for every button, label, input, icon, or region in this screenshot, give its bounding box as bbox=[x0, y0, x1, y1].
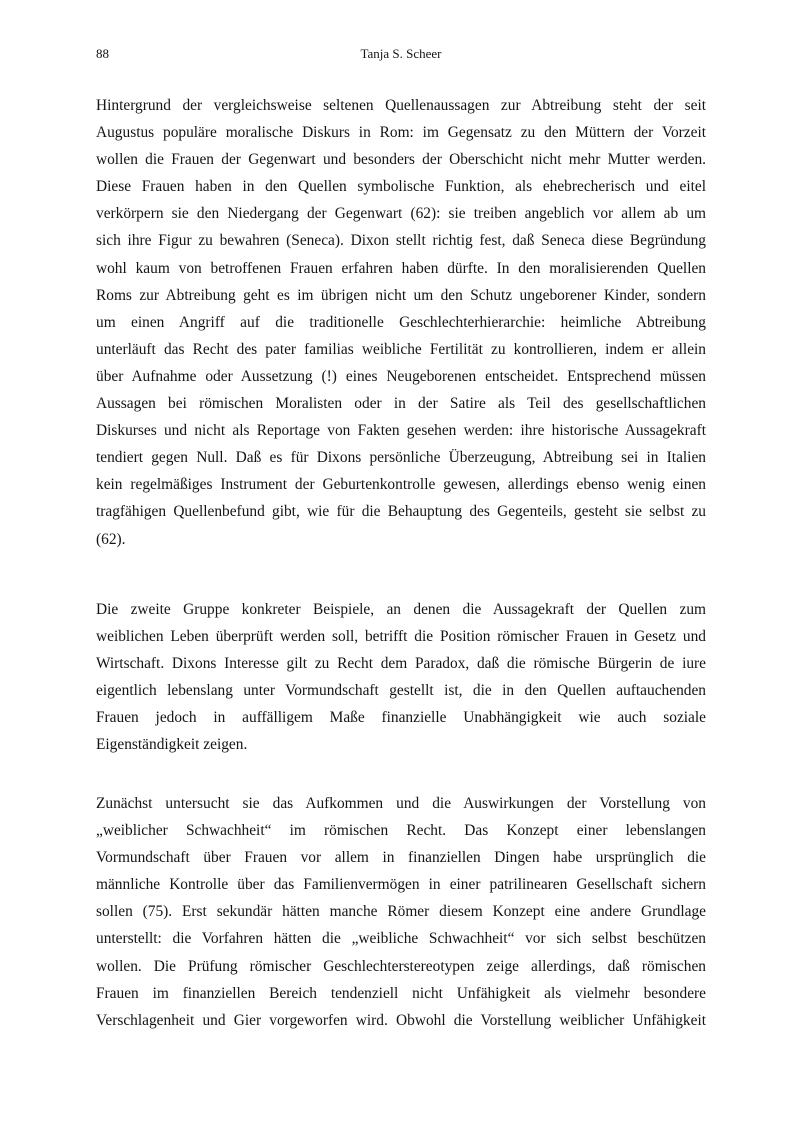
text-line: Wirtschaft. Dixons Interesse gilt zu Recht dem Paradox, daß die römische Bürgerin de iure bbox=[96, 655, 706, 673]
text-line: wohl kaum von betroffenen Frauen erfahren haben dürfte. In den moralisierenden Quellen bbox=[96, 259, 706, 277]
text-line: männliche Kontrolle über das Familienvermögen in einer patrilinearen Gesellschaft sichern bbox=[96, 876, 706, 894]
paragraph-abortion-discourse bbox=[96, 92, 706, 553]
text-line: Roms zur Abtreibung geht es im übrigen nicht um den Schutz ungeborener Kinder, sondern bbox=[96, 286, 706, 304]
text-line: „weiblicher Schwachheit“ im römischen Recht. Das Konzept einer lebenslangen bbox=[96, 822, 706, 840]
text-line: wollen die Frauen der Gegenwart und besonders der Oberschicht nicht mehr Mutter werden. bbox=[96, 151, 706, 169]
text-line: Aussagen bei römischen Moralisten oder in der Satire als Teil des gesellschaftlichen bbox=[96, 395, 706, 413]
page-number: 88 bbox=[96, 46, 109, 61]
text-line: Diskurses und nicht als Reportage von Fakten gesehen werden: ihre historische Aussagekraft bbox=[96, 422, 706, 440]
text-line: Diese Frauen haben in den Quellen symbolische Funktion, als ehebrecherisch und eitel bbox=[96, 178, 706, 196]
running-head-author: Tanja S. Scheer bbox=[360, 46, 442, 61]
text-line: kein regelmäßiges Instrument der Geburtenkontrolle gewesen, allerdings ebenso wenig einen bbox=[96, 476, 706, 494]
text-line: sich ihre Figur zu bewahren (Seneca). Dixon stellt richtig fest, daß Seneca diese Begründung bbox=[96, 232, 706, 250]
text-line: Augustus populäre moralische Diskurs in Rom: im Gegensatz zu den Müttern der Vorzeit bbox=[96, 124, 706, 142]
text-line: Frauen jedoch in auffälligem Maße finanzielle Unabhängigkeit wie auch soziale bbox=[96, 709, 706, 727]
text-line: weiblichen Leben überprüft werden soll, betrifft die Position römischer Frauen in Gesetz und bbox=[96, 628, 706, 646]
text-line: sollen (75). Erst sekundär hätten manche Römer diesem Konzept eine andere Grundlage bbox=[96, 903, 706, 921]
text-line: wollen. Die Prüfung römischer Geschlechterstereotypen zeige allerdings, daß römischen bbox=[96, 957, 706, 975]
paragraph-law-and-economy bbox=[96, 596, 706, 759]
text-line: verkörpern sie den Niedergang der Gegenwart (62): sie treiben angeblich vor allem ab um bbox=[96, 205, 706, 223]
text-line: unterstellt: die Vorfahren hätten die „weibliche Schwachheit“ vor sich selbst beschützen bbox=[96, 930, 706, 948]
text-line: Frauen im finanziellen Bereich tendenziell nicht Unfähigkeit als vielmehr besondere bbox=[96, 984, 706, 1002]
text-line: tragfähigen Quellenbefund gibt, wie für die Behauptung des Gegenteils, gesteht sie selbst zu bbox=[96, 503, 706, 521]
text-line: Vormundschaft über Frauen vor allem in finanziellen Dingen habe ursprünglich die bbox=[96, 849, 706, 867]
text-line: um einen Angriff auf die traditionelle Geschlechterhierarchie: heimliche Abtreibung bbox=[96, 313, 706, 331]
text-line: über Aufnahme oder Aussetzung (!) eines Neugeborenen entscheidet. Entsprechend müssen bbox=[96, 367, 706, 385]
text-line: unterläuft das Recht des pater familias weibliche Fertilität zu kontrollieren, indem er allein bbox=[96, 340, 706, 358]
text-line: eigentlich lebenslang unter Vormundschaft gestellt ist, die in den Quellen auftauchenden bbox=[96, 682, 706, 700]
paragraph-female-weakness bbox=[96, 790, 706, 1034]
text-line: tendiert gegen Null. Daß es für Dixons persönliche Überzeugung, Abtreibung sei in Italien bbox=[96, 449, 706, 467]
text-line: Zunächst untersucht sie das Aufkommen und die Auswirkungen der Vorstellung von bbox=[96, 795, 706, 812]
page-header bbox=[96, 46, 706, 66]
text-line: Hintergrund der vergleichsweise seltenen Quellenaussagen zur Abtreibung steht der seit bbox=[96, 97, 706, 114]
text-line: (62). bbox=[96, 530, 126, 548]
text-line: Die zweite Gruppe konkreter Beispiele, an denen die Aussagekraft der Quellen zum bbox=[96, 601, 706, 618]
text-line: Verschlagenheit und Gier vorgeworfen wird. Obwohl die Vorstellung weiblicher Unfähigkeit bbox=[96, 1011, 706, 1029]
text-line: Eigenständigkeit zeigen. bbox=[96, 736, 248, 754]
